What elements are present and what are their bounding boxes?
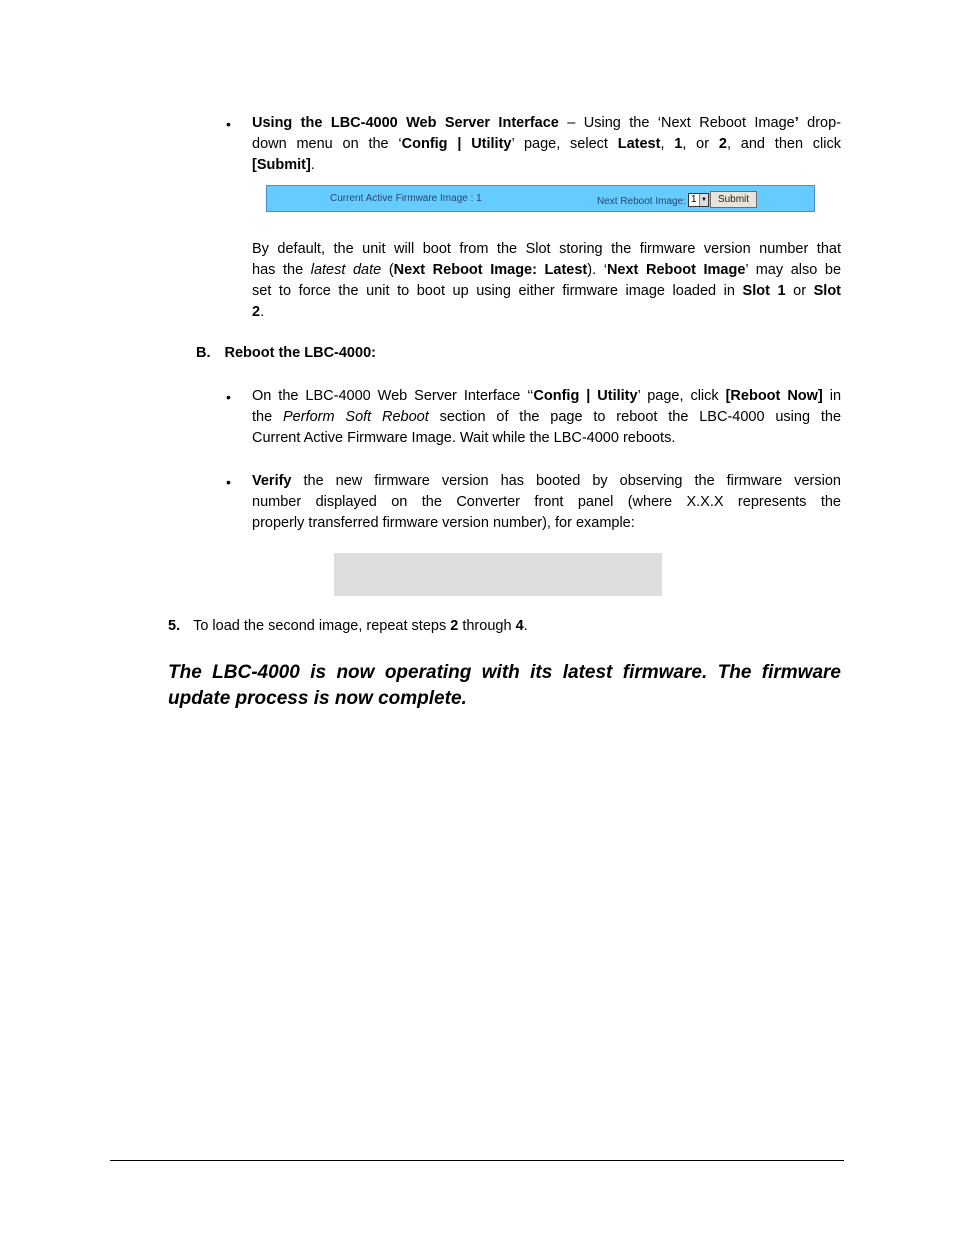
bullet-marker: •	[226, 116, 231, 132]
front-panel-display	[334, 553, 662, 596]
footer-divider	[110, 1160, 844, 1161]
chevron-down-icon: ▼	[699, 194, 708, 206]
completion-statement: The LBC-4000 is now operating with its latest firmware. The firmware update process is now complete.	[168, 662, 841, 709]
bullet-reboot-now: On the LBC-4000 Web Server Interface ‘‘Config | Utility’ page, click [Reboot Now] in the Perform Soft Reboot section of the page to reboot the LBC-4000 using the Current Active Firmware Image. Wait while the LBC-4000 reboots.	[252, 388, 842, 446]
bullet-web-interface: Using the LBC-4000 Web Server Interface – Using the ‘Next Reboot Image’ drop- down menu on the ‘Config | Utility’ page, select Latest, 1, or 2, and then click [Submit].	[252, 115, 842, 173]
step-5: 5. To load the second image, repeat steps 2 through 4.	[168, 618, 528, 634]
next-reboot-image-select[interactable]: 1 ▼	[688, 193, 709, 207]
firmware-image-panel	[266, 185, 815, 212]
current-firmware-label: Current Active Firmware Image : 1	[330, 193, 482, 204]
bullet-verify: Verify the new firmware version has booted by observing the firmware version number displayed on the Converter front panel (where X.X.X represents the properly transferred firmware version number), for example:	[252, 473, 841, 531]
bullet-marker: •	[226, 389, 231, 405]
default-boot-paragraph: By default, the unit will boot from the Slot storing the firmware version number that has the latest date (Next Reboot Image: Latest). ‘Next Reboot Image’ may also be set to force the unit to boot up using either firmware image loaded in Slot 1 or Slot 2.	[252, 241, 842, 320]
submit-button[interactable]: Submit	[710, 191, 757, 208]
next-reboot-label: Next Reboot Image:	[597, 196, 686, 207]
bullet-marker: •	[226, 474, 231, 490]
section-b-heading: B. Reboot the LBC-4000:	[196, 345, 376, 361]
